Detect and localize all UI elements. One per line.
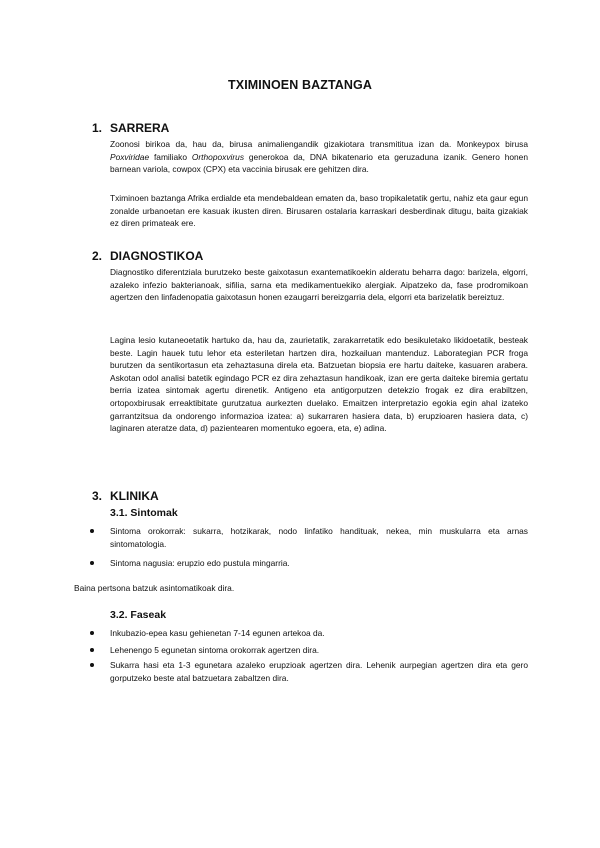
list-item: [110, 627, 528, 640]
taxon-genus: Orthopoxvirus: [191, 151, 245, 162]
list-item-text: Sukarra hasi eta 1-3 egunetara azaleko erupzioak agertzen dira. Lehenik aurpegian agertzen dira eta gero gorputzeko beste atal batzuetara zabaltzen dira.: [110, 660, 528, 683]
section-title: KLINIKA: [110, 489, 159, 503]
section-title: DIAGNOSTIKOA: [110, 249, 204, 263]
list-item-text: Sintoma orokorrak: sukarra, hotzikarak, nodo linfatiko handituak, nekea, min muskularra eta arnas sintomatologia.: [110, 526, 528, 549]
bullet-icon: [90, 529, 94, 533]
subsection-heading-faseak: 3.2. Faseak: [110, 609, 167, 621]
subsection-heading-sintomak: 3.1. Sintomak: [110, 507, 178, 519]
asymptomatic-note: Baina pertsona batzuk asintomatikoak dira.: [74, 583, 235, 593]
list-item: [110, 644, 528, 657]
section-number: 3.: [92, 489, 103, 503]
text-run: familiako: [149, 151, 192, 162]
list-item-text: Inkubazio-epea kasu gehienetan 7-14 egunen artekoa da.: [110, 628, 325, 638]
bullet-icon: [90, 648, 94, 652]
section-number: 2.: [92, 249, 103, 263]
bullet-icon: [90, 561, 94, 565]
list-item-text: Sintoma nagusia: erupzio edo pustula mingarria.: [110, 558, 290, 568]
list-item: [110, 659, 528, 684]
section-heading-klinika: [92, 489, 159, 503]
bullet-icon: [90, 631, 94, 635]
text-run: Zoonosi birikoa da, hau da, birusa animaliengandik gizakiotara transmititua izan da. Monkeypox birusa: [110, 139, 528, 149]
sarrera-paragraph-2: Tximinoen baztanga Afrika erdialde eta mendebaldean ematen da, baso tropikaletatik gertu, nahiz eta gaur egun zonalde urbanoetan ere kasuak ikusten diren. Birusaren ostalaria karraskari desberdinak ditugu, baita gizakiak ez diren primateak ere.: [110, 193, 528, 229]
diagnostikoa-paragraph-2: Lagina lesio kutaneoetatik hartuko da, hau da, zaurietatik, zarakarretatik edo besikuletako likidoetatik, besteak beste. Lagin hauek tutu lehor eta esteriletan hartzen dira, hozkailuan mantenduz. Laborategian PCR froga burutzen da sentikortasun eta zehaztasuna direla eta. Batzuetan biopsia ere hartu daiteke, kasuaren arabera. Askotan odol analisi batetik egindago PCR ez dira zehaztasun handikoak, izan ere gerta daiteke biremia gertatu berria izatea sintomak agertu direnetik. Antigeno eta antigorputzen detekzio frogak ez dira erabiltzen, ortopoxbirusak erreaktibitate gurutzatua aurkezten duelako. Emaitzen interpretazio egokia egin ahal izateko garrantzitsua da ondorengo informazioa izatea: a) sukarraren hasiera data, b) erupzioaren hasiera data, c) laginaren ateratze data, d) pazientearen momentuko egoera, eta, e) adina.: [110, 335, 528, 434]
list-item: [110, 525, 528, 550]
diagnostikoa-paragraph-1: Diagnostiko diferentziala burutzeko beste gaixotasun exantematikoekin alderatu beharra dago: barizela, elgorri, azaleko infezio bakterianoak, sifilia, sarna eta medikamentuekiko alergiak. Aipatzeko da, fase prodromikoan agertzen den linfadenopatia gaixotasun honen ezaugarri bereizgarria dela, elgorri eta barizelatik bereiztuz.: [110, 267, 528, 303]
document-title: TXIMINOEN BAZTANGA: [228, 78, 372, 92]
section-heading-diagnostikoa: [92, 249, 203, 263]
section-number: 1.: [92, 121, 103, 135]
taxon-family: Poxviridae: [110, 151, 150, 162]
section-heading-sarrera: [92, 121, 169, 135]
list-item-text: Lehenengo 5 egunetan sintoma orokorrak agertzen dira.: [110, 645, 320, 655]
text-run: generokoa da, DNA bikatenario eta geruzaduna izanik. Genero honen barnean variola, cowpox (CPX) eta vaccinia birusak ere gehitzen dira.: [110, 151, 528, 175]
section-title: SARRERA: [110, 121, 170, 135]
bullet-icon: [90, 663, 94, 667]
list-item: [110, 557, 528, 570]
sarrera-paragraph-1: [110, 138, 528, 176]
